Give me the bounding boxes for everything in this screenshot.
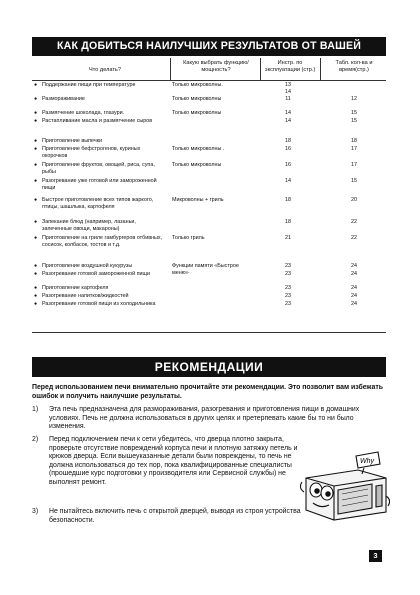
- mode-cell: Только микроволны: [172, 162, 222, 168]
- page-ref: 22: [351, 219, 357, 225]
- bullet-icon: ●: [34, 197, 38, 203]
- item-text: Перед подключением печи к сети убедитесь, что дверца плотно закрыта, проверьте отсутствие повреждений корпуса печи и плотную затяжку петель и крюков дверца. Если вышеуказанные детали были повреждены, то печь не должна использоваться до тех пор, пока квалифицированные специалисты (прошедшие курс подготовки у производителя или Сервисной службы) не выполнят ремонт.: [49, 436, 298, 486]
- instructions-page-cell: [262, 178, 314, 185]
- table-page-cell: [322, 146, 386, 153]
- task-cell: Поддержание пищи при температуре: [42, 82, 136, 88]
- recommendations-title: РЕКОМЕНДАЦИИ: [32, 357, 386, 377]
- mode-cell: Микроволны + гриль: [172, 197, 224, 203]
- page-ref: 14: [285, 110, 291, 116]
- page-ref: 15: [351, 110, 357, 116]
- task-cell: Приготовление на гриле гамбургеров отбивных, сосисок, колбасок, тостов и т.д.: [42, 235, 163, 249]
- microwave-illustration: [300, 448, 390, 524]
- table-page-cell: [322, 162, 386, 169]
- page-ref: 16: [285, 162, 291, 168]
- task-cell: Приготовление картофеля: [42, 285, 109, 291]
- task-cell: Приготовление фруктов, овощей, риса, супа, рыбы: [42, 162, 155, 176]
- bullet-icon: ●: [34, 96, 38, 102]
- instructions-page-cell: [262, 271, 314, 278]
- task-cell: Приготовление воздушной кукурузы: [42, 263, 133, 269]
- bullet-icon: ●: [34, 263, 38, 269]
- page-ref: 23: [285, 263, 291, 269]
- task-cell: Разогревание готовой пищи из холодильника: [42, 301, 156, 307]
- recommendations-intro: Перед использованием печи внимательно прочитайте эти рекомендации. Это позволит вам избежать ошибок и получить наилучшие результаты.: [32, 384, 383, 400]
- page-ref: 11: [285, 96, 291, 102]
- bullet-icon: ●: [34, 271, 38, 277]
- table-page-cell: [322, 110, 386, 117]
- page-ref: 17: [351, 162, 357, 168]
- page-ref: 23: [285, 293, 291, 299]
- page-ref: 24: [351, 271, 357, 277]
- instructions-page-cell: [262, 301, 314, 308]
- page-ref: 22: [351, 235, 357, 241]
- task-cell: Разогревание готовой замороженной пищи: [42, 271, 151, 277]
- task-cell: Приготовление бефстрогенов, куриных окорочков: [42, 146, 141, 160]
- task-cell: Приготовление выпечки: [42, 138, 103, 144]
- page-ref: 14: [285, 118, 291, 124]
- instructions-page-cell: [262, 197, 314, 204]
- table-page-cell: [322, 263, 386, 270]
- page-ref: 23: [285, 285, 291, 291]
- page-ref: 18: [285, 197, 291, 203]
- mode-cell: Только микроволны.: [172, 82, 223, 88]
- page-ref: 23: [285, 271, 291, 277]
- page-ref: 24: [351, 285, 357, 291]
- page-ref: 14: [285, 89, 291, 96]
- instructions-page-cell: [262, 146, 314, 153]
- table-page-cell: [322, 197, 386, 204]
- instructions-page-cell: [262, 96, 314, 103]
- item-text: Эта печь предназначена для размораживания, разогревания и приготовления пищи в домашних условиях. Печь не должна использоваться в других целях и претерпевать какие бы то ни было изменения.: [49, 406, 360, 431]
- task-cell: Запекание блюд (например, лазаньи, запеченные овощи, макароны): [42, 219, 136, 233]
- instructions-page-cell: [262, 110, 314, 117]
- table-page-cell: [322, 235, 386, 242]
- mode-cell: Функции памяти «Быстрое меню»: [172, 263, 239, 277]
- column-header-task: Что делать?: [89, 67, 121, 73]
- bullet-icon: ●: [34, 235, 38, 241]
- table-page-cell: [322, 301, 386, 308]
- table-page-cell: [322, 271, 386, 278]
- page-ref: 15: [351, 118, 357, 124]
- task-cell: Размораживание: [42, 96, 85, 102]
- bullet-icon: ●: [34, 293, 38, 299]
- item-text: Не пытайтесь включить печь с открытой дверцей, выводя из строя устройства безопасности.: [49, 508, 301, 524]
- page-ref: 24: [351, 293, 357, 299]
- task-cell: Растапливание масла и размягчение сыров: [42, 118, 153, 124]
- bullet-icon: ●: [34, 138, 38, 144]
- bullet-icon: ●: [34, 219, 38, 225]
- column-header-instructions: Инстр. по эксплуатации (стр.): [264, 60, 316, 73]
- table-page-cell: [322, 96, 386, 103]
- page-ref: 15: [351, 178, 357, 184]
- item-number: 1): [32, 406, 39, 413]
- column-header-mode: Какую выбрать функцию/мощность?: [183, 60, 249, 73]
- instructions-page-cell: [262, 82, 314, 97]
- instructions-page-cell: [262, 162, 314, 169]
- task-cell: Разогревание уже готовой или замороженной пищи: [42, 178, 157, 192]
- table-bottom-rule: [32, 332, 386, 333]
- bullet-icon: ●: [34, 162, 38, 168]
- page-ref: 16: [285, 146, 291, 152]
- illustration-sign: Why: [360, 458, 374, 465]
- table-header: [32, 58, 386, 81]
- page-ref: 20: [351, 197, 357, 203]
- table-page-cell: [322, 219, 386, 226]
- instructions-page-cell: [262, 219, 314, 226]
- page-number: 3: [369, 550, 382, 562]
- bullet-icon: ●: [34, 301, 38, 307]
- instructions-page-cell: [262, 235, 314, 242]
- page-ref: 17: [351, 146, 357, 152]
- bullet-icon: ●: [34, 118, 38, 124]
- page-ref: 18: [285, 219, 291, 225]
- table-page-cell: [322, 285, 386, 292]
- item-number: 2): [32, 436, 39, 443]
- mode-cell: Только микроволны .: [172, 146, 225, 152]
- task-cell: Быстрое приготовление всех типов жаркого, птицы, шашлыка, картофеля: [42, 197, 154, 211]
- column-header-table: Табл. кол-ва и время(стр.): [335, 60, 373, 73]
- page-title: КАК ДОБИТЬСЯ НАИЛУЧШИХ РЕЗУЛЬТАТОВ ОТ ВАШЕЙ: [32, 37, 386, 56]
- instructions-page-cell: [262, 293, 314, 300]
- page-ref: 21: [285, 235, 291, 241]
- page-ref: 18: [351, 138, 357, 144]
- page-ref: 18: [285, 138, 291, 144]
- page-ref: 14: [285, 178, 291, 184]
- mode-cell: Только гриль: [172, 235, 205, 241]
- page-ref: 24: [351, 301, 357, 307]
- table-page-cell: [322, 138, 386, 145]
- mode-cell: Только микроволны: [172, 110, 222, 116]
- instructions-page-cell: [262, 138, 314, 145]
- item-number: 3): [32, 508, 39, 515]
- instructions-page-cell: [262, 118, 314, 125]
- mode-cell: Только микроволны: [172, 96, 222, 102]
- table-page-cell: [322, 293, 386, 300]
- table-page-cell: [322, 118, 386, 125]
- page-ref: 23: [285, 301, 291, 307]
- table-page-cell: [322, 178, 386, 185]
- page-ref: 13: [285, 82, 291, 88]
- results-table: [32, 58, 386, 307]
- bullet-icon: ●: [34, 82, 38, 88]
- instructions-page-cell: [262, 263, 314, 270]
- bullet-icon: ●: [34, 146, 38, 152]
- bullet-icon: ●: [34, 178, 38, 184]
- task-cell: Разогревание напитков/жидкостей: [42, 293, 129, 299]
- bullet-icon: ●: [34, 110, 38, 116]
- instructions-page-cell: [262, 285, 314, 292]
- page-ref: 24: [351, 263, 357, 269]
- page-ref: 12: [351, 96, 357, 102]
- bullet-icon: ●: [34, 285, 38, 291]
- task-cell: Размягчение шоколада, глазури.: [42, 110, 125, 116]
